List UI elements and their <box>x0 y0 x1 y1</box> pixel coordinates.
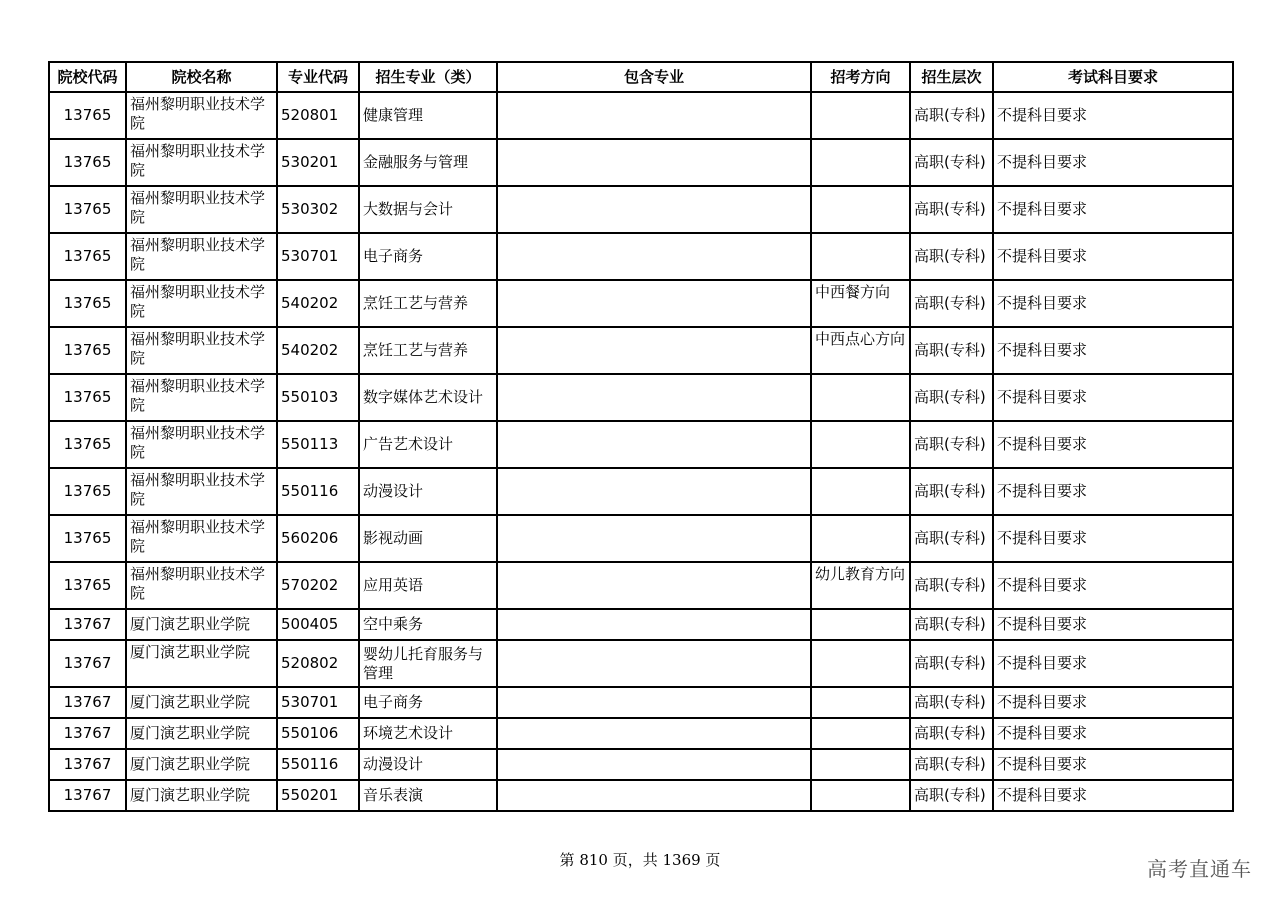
cell-school-name: 福州黎明职业技术学院 <box>126 421 277 468</box>
cell-direction <box>811 718 910 749</box>
cell-major-code: 570202 <box>277 562 359 609</box>
cell-subject-requirement: 不提科目要求 <box>993 139 1233 186</box>
cell-direction <box>811 468 910 515</box>
header-level: 招生层次 <box>910 62 993 92</box>
cell-direction <box>811 92 910 139</box>
cell-school-name: 福州黎明职业技术学院 <box>126 233 277 280</box>
cell-school-code: 13765 <box>49 139 126 186</box>
cell-school-name: 福州黎明职业技术学院 <box>126 562 277 609</box>
table-row <box>49 374 1233 421</box>
cell-major: 数字媒体艺术设计 <box>359 374 497 421</box>
cell-direction <box>811 233 910 280</box>
cell-included-majors <box>497 515 811 562</box>
cell-included-majors <box>497 640 811 687</box>
cell-major: 电子商务 <box>359 687 497 718</box>
table-row <box>49 233 1233 280</box>
cell-direction <box>811 780 910 811</box>
cell-level: 高职(专科) <box>910 374 993 421</box>
cell-direction <box>811 421 910 468</box>
cell-major: 烹饪工艺与营养 <box>359 327 497 374</box>
cell-subject-requirement: 不提科目要求 <box>993 421 1233 468</box>
cell-school-code: 13767 <box>49 780 126 811</box>
cell-direction <box>811 186 910 233</box>
cell-school-name: 厦门演艺职业学院 <box>126 687 277 718</box>
table-row <box>49 687 1233 718</box>
cell-major-code: 550103 <box>277 374 359 421</box>
cell-subject-requirement: 不提科目要求 <box>993 687 1233 718</box>
cell-major-code: 540202 <box>277 280 359 327</box>
cell-major-code: 530701 <box>277 687 359 718</box>
cell-school-name: 厦门演艺职业学院 <box>126 609 277 640</box>
cell-school-code: 13767 <box>49 687 126 718</box>
cell-subject-requirement: 不提科目要求 <box>993 92 1233 139</box>
cell-major: 电子商务 <box>359 233 497 280</box>
cell-included-majors <box>497 780 811 811</box>
table-row <box>49 92 1233 139</box>
cell-subject-requirement: 不提科目要求 <box>993 374 1233 421</box>
cell-subject-requirement: 不提科目要求 <box>993 515 1233 562</box>
cell-direction: 中西餐方向 <box>811 280 910 327</box>
cell-major: 影视动画 <box>359 515 497 562</box>
cell-school-code: 13765 <box>49 327 126 374</box>
cell-subject-requirement: 不提科目要求 <box>993 749 1233 780</box>
table-row <box>49 468 1233 515</box>
cell-major: 环境艺术设计 <box>359 718 497 749</box>
cell-school-code: 13765 <box>49 562 126 609</box>
header-subject-requirement: 考试科目要求 <box>993 62 1233 92</box>
cell-level: 高职(专科) <box>910 233 993 280</box>
cell-direction: 幼儿教育方向 <box>811 562 910 609</box>
cell-school-code: 13765 <box>49 421 126 468</box>
cell-direction <box>811 374 910 421</box>
header-direction: 招考方向 <box>811 62 910 92</box>
cell-school-name: 厦门演艺职业学院 <box>126 718 277 749</box>
cell-level: 高职(专科) <box>910 421 993 468</box>
cell-level: 高职(专科) <box>910 609 993 640</box>
cell-included-majors <box>497 468 811 515</box>
table-body <box>49 92 1233 811</box>
table-row <box>49 186 1233 233</box>
header-major-code: 专业代码 <box>277 62 359 92</box>
cell-school-name: 福州黎明职业技术学院 <box>126 374 277 421</box>
cell-school-code: 13765 <box>49 374 126 421</box>
cell-major-code: 550116 <box>277 749 359 780</box>
table-row <box>49 515 1233 562</box>
cell-level: 高职(专科) <box>910 718 993 749</box>
cell-level: 高职(专科) <box>910 749 993 780</box>
cell-included-majors <box>497 687 811 718</box>
header-major: 招生专业（类） <box>359 62 497 92</box>
cell-major-code: 530701 <box>277 233 359 280</box>
cell-major: 烹饪工艺与营养 <box>359 280 497 327</box>
cell-major: 动漫设计 <box>359 468 497 515</box>
cell-school-code: 13765 <box>49 233 126 280</box>
header-included-majors: 包含专业 <box>497 62 811 92</box>
cell-direction <box>811 687 910 718</box>
cell-included-majors <box>497 92 811 139</box>
table-row <box>49 780 1233 811</box>
cell-included-majors <box>497 327 811 374</box>
cell-included-majors <box>497 749 811 780</box>
cell-level: 高职(专科) <box>910 186 993 233</box>
cell-major-code: 560206 <box>277 515 359 562</box>
cell-subject-requirement: 不提科目要求 <box>993 233 1233 280</box>
cell-major: 大数据与会计 <box>359 186 497 233</box>
cell-subject-requirement: 不提科目要求 <box>993 718 1233 749</box>
cell-major-code: 530201 <box>277 139 359 186</box>
cell-subject-requirement: 不提科目要求 <box>993 562 1233 609</box>
cell-school-code: 13767 <box>49 640 126 687</box>
cell-subject-requirement: 不提科目要求 <box>993 468 1233 515</box>
cell-subject-requirement: 不提科目要求 <box>993 327 1233 374</box>
cell-major-code: 550201 <box>277 780 359 811</box>
cell-subject-requirement: 不提科目要求 <box>993 640 1233 687</box>
cell-school-name: 福州黎明职业技术学院 <box>126 515 277 562</box>
cell-included-majors <box>497 233 811 280</box>
cell-major: 广告艺术设计 <box>359 421 497 468</box>
cell-direction <box>811 139 910 186</box>
cell-subject-requirement: 不提科目要求 <box>993 780 1233 811</box>
cell-school-name: 福州黎明职业技术学院 <box>126 139 277 186</box>
cell-included-majors <box>497 562 811 609</box>
table-row <box>49 421 1233 468</box>
cell-school-name: 福州黎明职业技术学院 <box>126 280 277 327</box>
cell-school-name: 福州黎明职业技术学院 <box>126 327 277 374</box>
cell-included-majors <box>497 609 811 640</box>
cell-direction <box>811 640 910 687</box>
cell-major-code: 540202 <box>277 327 359 374</box>
cell-level: 高职(专科) <box>910 515 993 562</box>
cell-major-code: 520802 <box>277 640 359 687</box>
cell-level: 高职(专科) <box>910 327 993 374</box>
cell-major: 应用英语 <box>359 562 497 609</box>
table-row <box>49 139 1233 186</box>
watermark: 高考直通车 <box>1147 857 1252 881</box>
cell-school-name: 福州黎明职业技术学院 <box>126 92 277 139</box>
cell-school-code: 13765 <box>49 515 126 562</box>
cell-level: 高职(专科) <box>910 280 993 327</box>
table-row <box>49 562 1233 609</box>
cell-major: 金融服务与管理 <box>359 139 497 186</box>
table-row <box>49 609 1233 640</box>
admissions-table <box>48 61 1234 812</box>
cell-school-code: 13767 <box>49 609 126 640</box>
cell-subject-requirement: 不提科目要求 <box>993 186 1233 233</box>
cell-major-code: 550113 <box>277 421 359 468</box>
cell-major-code: 530302 <box>277 186 359 233</box>
cell-level: 高职(专科) <box>910 687 993 718</box>
cell-major: 动漫设计 <box>359 749 497 780</box>
cell-included-majors <box>497 280 811 327</box>
cell-school-name: 厦门演艺职业学院 <box>126 749 277 780</box>
table-row <box>49 640 1233 687</box>
cell-major-code: 550116 <box>277 468 359 515</box>
table-row <box>49 718 1233 749</box>
cell-level: 高职(专科) <box>910 468 993 515</box>
header-school-code: 院校代码 <box>49 62 126 92</box>
table-row <box>49 749 1233 780</box>
table-row <box>49 280 1233 327</box>
cell-school-name: 厦门演艺职业学院 <box>126 640 277 687</box>
table-row <box>49 327 1233 374</box>
cell-level: 高职(专科) <box>910 562 993 609</box>
cell-direction <box>811 749 910 780</box>
cell-school-code: 13767 <box>49 749 126 780</box>
cell-level: 高职(专科) <box>910 640 993 687</box>
cell-major: 健康管理 <box>359 92 497 139</box>
cell-school-code: 13765 <box>49 92 126 139</box>
cell-major-code: 550106 <box>277 718 359 749</box>
cell-major: 空中乘务 <box>359 609 497 640</box>
cell-direction <box>811 609 910 640</box>
page-number: 第 810 页，共 1369 页 <box>559 851 721 869</box>
cell-subject-requirement: 不提科目要求 <box>993 280 1233 327</box>
cell-subject-requirement: 不提科目要求 <box>993 609 1233 640</box>
cell-major-code: 520801 <box>277 92 359 139</box>
cell-included-majors <box>497 139 811 186</box>
cell-included-majors <box>497 421 811 468</box>
cell-level: 高职(专科) <box>910 92 993 139</box>
cell-level: 高职(专科) <box>910 780 993 811</box>
cell-included-majors <box>497 374 811 421</box>
cell-direction <box>811 515 910 562</box>
header-school-name: 院校名称 <box>126 62 277 92</box>
cell-direction: 中西点心方向 <box>811 327 910 374</box>
header-row <box>49 62 1233 92</box>
cell-school-code: 13767 <box>49 718 126 749</box>
cell-major: 婴幼儿托育服务与管理 <box>359 640 497 687</box>
cell-level: 高职(专科) <box>910 139 993 186</box>
cell-school-code: 13765 <box>49 186 126 233</box>
cell-included-majors <box>497 718 811 749</box>
cell-school-name: 厦门演艺职业学院 <box>126 780 277 811</box>
cell-major: 音乐表演 <box>359 780 497 811</box>
cell-school-name: 福州黎明职业技术学院 <box>126 186 277 233</box>
cell-school-name: 福州黎明职业技术学院 <box>126 468 277 515</box>
cell-major-code: 500405 <box>277 609 359 640</box>
cell-school-code: 13765 <box>49 468 126 515</box>
cell-included-majors <box>497 186 811 233</box>
cell-school-code: 13765 <box>49 280 126 327</box>
